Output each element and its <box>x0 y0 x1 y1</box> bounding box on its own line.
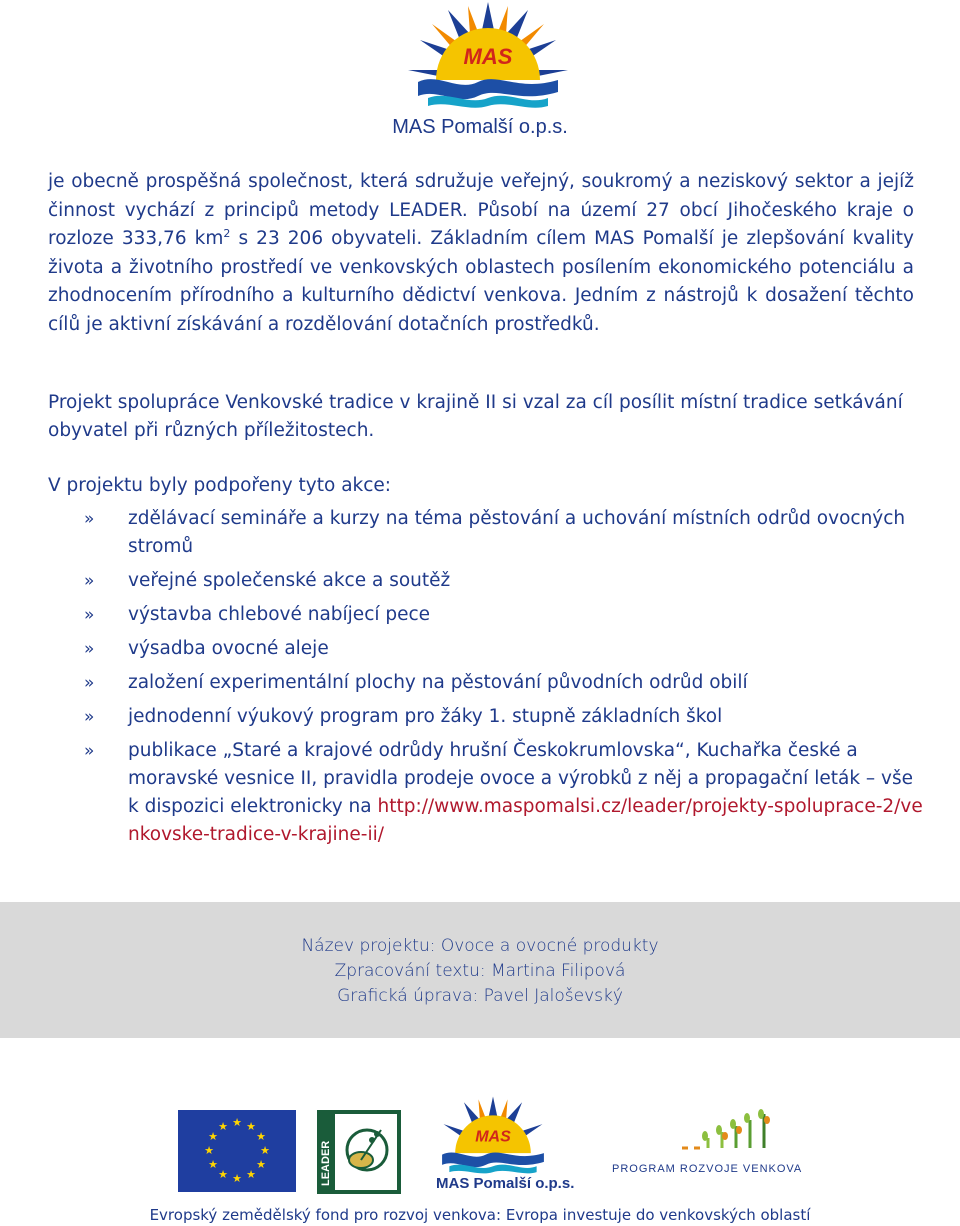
bullet-glyph: » <box>84 741 95 761</box>
bullet-glyph: » <box>84 707 95 727</box>
project-web-link[interactable]: http://www.maspomalsi.cz/leader/projekty-spoluprace-2/venkovske-tradice-v-krajine-ii/ <box>128 796 923 845</box>
svg-text:MAS: MAS <box>475 1128 511 1146</box>
svg-text:★: ★ <box>256 1158 266 1171</box>
prv-label: PROGRAM ROZVOJE VENKOVA <box>612 1163 803 1175</box>
svg-text:★: ★ <box>246 1168 256 1181</box>
svg-text:★: ★ <box>260 1144 270 1157</box>
svg-text:★: ★ <box>232 1172 242 1185</box>
prv-sprouts-logo <box>676 1108 776 1156</box>
svg-text:★: ★ <box>256 1130 266 1143</box>
project-description: Projekt spolupráce Venkovské tradice v krajině II si vzal za cíl posílit místní tradice setkávání obyvatel při různých příležitostech. <box>48 392 903 441</box>
svg-text:★: ★ <box>208 1130 218 1143</box>
svg-text:★: ★ <box>204 1144 214 1157</box>
intro-paragraph: je obecně prospěšná společnost, která sdružuje veřejný, soukromý a neziskový sektor a jejíž činnost vychází z principů metody LEADER. Působí na území 27 obcí Jihočeského kraje o rozloze 333,76 $km^2$ s 23 206 obyvateli. Základním cílem MAS Pomalší je zlepšování kvality života a životního prostředí ve venkovských oblastech posílením ekonomického potenciálu a zhodnocením přírodního a kulturního dědictví venkova. Jedním z nástrojů k dosažení těchto cílů je aktivní získávání a rozdělování dotačních prostředků. <box>48 171 914 335</box>
list-item: » publikace „Staré a krajové odrůdy hrušní Českokrumlovska“, Kuchařka české a moravské vesnice II, pravidla prodeje ovoce a výrobků z něj a propagační leták – vše k dispozici elektronicky na http://www.maspomalsi.cz/leader/projekty-spoluprace-2/venkovske-tradice-v-krajine-ii/ <box>84 737 924 849</box>
organization-name-footer: MAS Pomalší o.p.s. <box>436 1175 575 1192</box>
list-item: » výstavba chlebové nabíjecí pece <box>84 601 924 629</box>
graphic-design-author: Grafická úprava: Pavel Jaloševský <box>337 986 623 1006</box>
svg-text:★: ★ <box>218 1168 228 1181</box>
organization-title: MAS Pomalší o.p.s. <box>392 116 568 138</box>
leader-logo <box>317 1110 401 1194</box>
bullet-glyph: » <box>84 605 95 625</box>
bullet-glyph: » <box>84 509 95 529</box>
text-author: Zpracování textu: Martina Filipová <box>334 961 626 981</box>
bullet-glyph: » <box>84 673 95 693</box>
list-item: » jednodenní výukový program pro žáky 1. stupně základních škol <box>84 703 924 731</box>
svg-text:★: ★ <box>232 1116 242 1129</box>
list-item: » výsadba ovocné aleje <box>84 635 924 663</box>
svg-text:★: ★ <box>246 1120 256 1133</box>
supported-actions-heading: V projektu byly podpořeny tyto akce: <box>48 475 392 496</box>
mas-sun-logo <box>408 0 568 110</box>
supported-actions-list <box>84 505 924 855</box>
credits-block <box>0 934 960 1009</box>
svg-text:MAS: MAS <box>463 44 513 69</box>
project-name: Název projektu: Ovoce a ovocné produkty <box>301 936 659 956</box>
list-item: » veřejné společenské akce a soutěž <box>84 567 924 595</box>
svg-text:★: ★ <box>218 1120 228 1133</box>
mas-sun-logo-small <box>430 1095 556 1175</box>
svg-text:★: ★ <box>208 1158 218 1171</box>
list-item: » zdělávací semináře a kurzy na téma pěstování a uchování místních odrůd ovocných stromů <box>84 505 924 561</box>
eu-flag-logo <box>178 1110 296 1192</box>
svg-text:LEADER: LEADER <box>320 1140 332 1186</box>
bullet-glyph: » <box>84 639 95 659</box>
list-item: » založení experimentální plochy na pěstování původních odrůd obilí <box>84 669 924 697</box>
fund-statement: Evropský zemědělský fond pro rozvoj venkova: Evropa investuje do venkovských oblastí <box>149 1206 811 1224</box>
bullet-glyph: » <box>84 571 95 591</box>
